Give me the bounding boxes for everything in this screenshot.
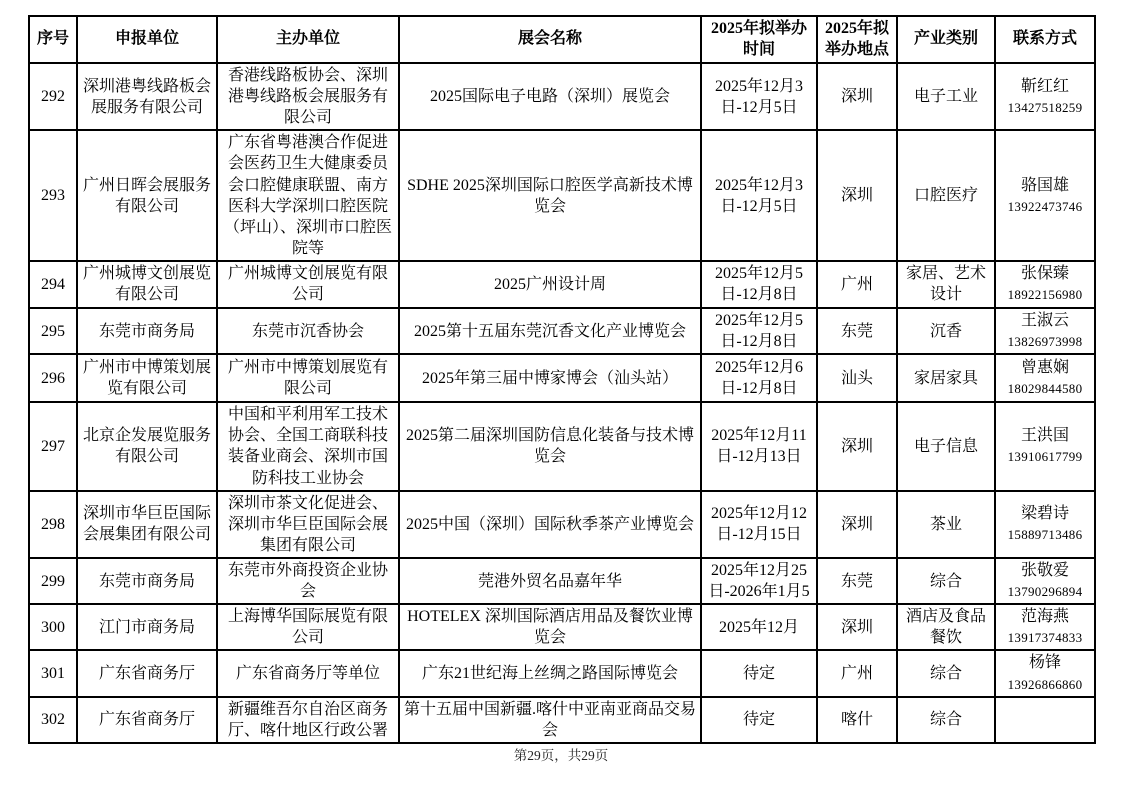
col-header-applicant: 申报单位	[77, 16, 217, 63]
planned-time-cell: 2025年12月12日-12月15日	[701, 491, 817, 558]
contact-cell	[995, 491, 1095, 558]
applicant-cell: 广州城博文创展览有限公司	[77, 261, 217, 308]
planned-location-cell: 东莞	[817, 558, 897, 604]
applicant-cell: 广州市中博策划展览有限公司	[77, 354, 217, 402]
table-row	[29, 650, 1095, 696]
organizer-cell: 东莞市外商投资企业协会	[217, 558, 399, 604]
planned-time-cell: 2025年12月11日-12月13日	[701, 402, 817, 490]
organizer-cell: 广东省粤港澳合作促进会医药卫生大健康委员会口腔健康联盟、南方医科大学深圳口腔医院（坪山）、深圳市口腔医院等	[217, 130, 399, 261]
col-header-contact: 联系方式	[995, 16, 1095, 63]
contact-name: 张保臻	[1020, 265, 1069, 283]
applicant-cell: 广东省商务厅	[77, 650, 217, 696]
table-body	[29, 63, 1095, 743]
contact-name: 王淑云	[1020, 311, 1069, 329]
col-header-time: 2025年拟举办时间	[701, 16, 817, 63]
exhibition-table	[28, 15, 1096, 744]
table-row	[29, 402, 1095, 490]
organizer-cell: 新疆维吾尔自治区商务厅、喀什地区行政公署	[217, 697, 399, 743]
contact-cell	[995, 308, 1095, 354]
applicant-cell: 东莞市商务局	[77, 558, 217, 604]
planned-location-cell: 汕头	[817, 354, 897, 402]
planned-location-cell: 深圳	[817, 130, 897, 261]
contact-cell	[995, 130, 1095, 261]
contact-name: 杨锋	[1028, 654, 1061, 672]
contact-name: 骆国雄	[1020, 176, 1069, 194]
contact-cell	[995, 697, 1095, 743]
contact-name: 靳红红	[1020, 77, 1069, 95]
planned-location-cell: 深圳	[817, 63, 897, 130]
table-row	[29, 261, 1095, 308]
industry-category-cell: 沉香	[897, 308, 995, 354]
contact-cell	[995, 558, 1095, 604]
table-row	[29, 130, 1095, 261]
exhibition-name-cell: 2025国际电子电路（深圳）展览会	[399, 63, 701, 130]
industry-category-cell: 酒店及食品餐饮	[897, 604, 995, 650]
planned-time-cell: 待定	[701, 697, 817, 743]
applicant-cell: 北京企发展览服务有限公司	[77, 402, 217, 490]
col-header-location: 2025年拟举办地点	[817, 16, 897, 63]
industry-category-cell: 家居家具	[897, 354, 995, 402]
contact-cell	[995, 604, 1095, 650]
applicant-cell: 东莞市商务局	[77, 308, 217, 354]
serial-cell: 292	[29, 63, 77, 130]
planned-time-cell: 2025年12月6日-12月8日	[701, 354, 817, 402]
exhibition-name-cell: 第十五届中国新疆.喀什中亚南亚商品交易会	[399, 697, 701, 743]
exhibition-name-cell: 2025第十五届东莞沉香文化产业博览会	[399, 308, 701, 354]
serial-cell: 295	[29, 308, 77, 354]
organizer-cell: 广州市中博策划展览有限公司	[217, 354, 399, 402]
col-header-exhibition: 展会名称	[399, 16, 701, 63]
applicant-cell: 广州日晖会展服务有限公司	[77, 130, 217, 261]
table-row	[29, 558, 1095, 604]
organizer-cell: 广州城博文创展览有限公司	[217, 261, 399, 308]
planned-time-cell: 待定	[701, 650, 817, 696]
industry-category-cell: 家居、艺术设计	[897, 261, 995, 308]
applicant-cell: 广东省商务厅	[77, 697, 217, 743]
col-header-serial: 序号	[29, 16, 77, 63]
serial-cell: 297	[29, 402, 77, 490]
contact-phone: 13926866860	[1007, 676, 1083, 692]
serial-cell: 301	[29, 650, 77, 696]
serial-cell: 300	[29, 604, 77, 650]
industry-category-cell: 综合	[897, 558, 995, 604]
table-row	[29, 491, 1095, 558]
exhibition-name-cell: HOTELEX 深圳国际酒店用品及餐饮业博览会	[399, 604, 701, 650]
contact-name: 曾惠娴	[1020, 359, 1069, 377]
contact-phone: 13826973998	[1007, 334, 1083, 350]
applicant-cell: 江门市商务局	[77, 604, 217, 650]
planned-location-cell: 广州	[817, 650, 897, 696]
serial-cell: 302	[29, 697, 77, 743]
organizer-cell: 香港线路板协会、深圳港粤线路板会展服务有限公司	[217, 63, 399, 130]
exhibition-name-cell: 2025第二届深圳国防信息化装备与技术博览会	[399, 402, 701, 490]
serial-cell: 293	[29, 130, 77, 261]
col-header-category: 产业类别	[897, 16, 995, 63]
table-row	[29, 308, 1095, 354]
contact-name: 张敬爱	[1020, 561, 1069, 579]
exhibition-name-cell: 2025中国（深圳）国际秋季茶产业博览会	[399, 491, 701, 558]
industry-category-cell: 电子信息	[897, 402, 995, 490]
exhibition-name-cell: 莞港外贸名品嘉年华	[399, 558, 701, 604]
contact-phone: 18922156980	[1007, 287, 1083, 303]
contact-phone: 13910617799	[1007, 449, 1083, 465]
contact-name: 王洪国	[1020, 427, 1069, 445]
applicant-cell: 深圳港粤线路板会展服务有限公司	[77, 63, 217, 130]
planned-time-cell: 2025年12月5日-12月8日	[701, 308, 817, 354]
planned-location-cell: 深圳	[817, 491, 897, 558]
contact-phone: 15889713486	[1007, 527, 1083, 543]
applicant-cell: 深圳市华巨臣国际会展集团有限公司	[77, 491, 217, 558]
table-row	[29, 697, 1095, 743]
organizer-cell: 上海博华国际展览有限公司	[217, 604, 399, 650]
contact-cell	[995, 402, 1095, 490]
serial-cell: 296	[29, 354, 77, 402]
col-header-organizer: 主办单位	[217, 16, 399, 63]
contact-cell	[995, 63, 1095, 130]
organizer-cell: 东莞市沉香协会	[217, 308, 399, 354]
exhibition-name-cell: SDHE 2025深圳国际口腔医学高新技术博览会	[399, 130, 701, 261]
table-header-row	[29, 16, 1095, 63]
table-row	[29, 354, 1095, 402]
serial-cell: 298	[29, 491, 77, 558]
industry-category-cell: 口腔医疗	[897, 130, 995, 261]
planned-location-cell: 喀什	[817, 697, 897, 743]
exhibition-name-cell: 广东21世纪海上丝绸之路国际博览会	[399, 650, 701, 696]
industry-category-cell: 综合	[897, 650, 995, 696]
contact-cell	[995, 650, 1095, 696]
exhibition-name-cell: 2025广州设计周	[399, 261, 701, 308]
contact-cell	[995, 354, 1095, 402]
contact-name: 范海燕	[1020, 608, 1069, 626]
contact-name: 梁碧诗	[1020, 505, 1069, 523]
planned-time-cell: 2025年12月25日-2026年1月5	[701, 558, 817, 604]
industry-category-cell: 综合	[897, 697, 995, 743]
table-row	[29, 63, 1095, 130]
contact-phone: 13427518259	[1007, 99, 1083, 115]
serial-cell: 299	[29, 558, 77, 604]
contact-phone: 13922473746	[1007, 198, 1083, 214]
planned-location-cell: 广州	[817, 261, 897, 308]
page-footer: 第29页，共29页	[513, 748, 609, 763]
planned-location-cell: 深圳	[817, 604, 897, 650]
organizer-cell: 中国和平利用军工技术协会、全国工商联科技装备业商会、深圳市国防科技工业协会	[217, 402, 399, 490]
industry-category-cell: 茶业	[897, 491, 995, 558]
planned-time-cell: 2025年12月3日-12月5日	[701, 130, 817, 261]
industry-category-cell: 电子工业	[897, 63, 995, 130]
contact-phone: 18029844580	[1007, 381, 1083, 397]
planned-time-cell: 2025年12月5日-12月8日	[701, 261, 817, 308]
organizer-cell: 广东省商务厅等单位	[217, 650, 399, 696]
serial-cell: 294	[29, 261, 77, 308]
planned-location-cell: 东莞	[817, 308, 897, 354]
organizer-cell: 深圳市茶文化促进会、深圳市华巨臣国际会展集团有限公司	[217, 491, 399, 558]
exhibition-name-cell: 2025年第三届中博家博会（汕头站）	[399, 354, 701, 402]
planned-time-cell: 2025年12月	[701, 604, 817, 650]
planned-location-cell: 深圳	[817, 402, 897, 490]
contact-cell	[995, 261, 1095, 308]
contact-phone: 13790296894	[1007, 584, 1083, 600]
contact-phone: 13917374833	[1007, 630, 1083, 646]
planned-time-cell: 2025年12月3日-12月5日	[701, 63, 817, 130]
table-row	[29, 604, 1095, 650]
